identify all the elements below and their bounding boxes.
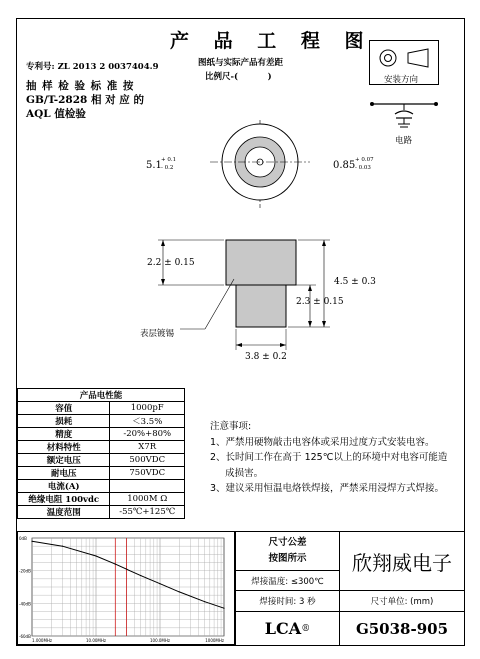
tolerance-line-2: 按图所示 bbox=[268, 553, 307, 564]
property-key: 材料特性 bbox=[18, 441, 110, 454]
property-value bbox=[110, 480, 185, 493]
company-name: 欣翔威电子 bbox=[339, 531, 465, 591]
data-point bbox=[31, 541, 32, 542]
install-direction-icon bbox=[370, 43, 440, 73]
note-item: 成损害。 bbox=[210, 467, 264, 479]
data-point bbox=[115, 564, 116, 565]
brand-cell bbox=[235, 611, 340, 646]
note-item: 2、长时间工作在高于 125℃以上的环境中对电容可能造 bbox=[210, 452, 448, 464]
y-tick-label: -20dB bbox=[19, 568, 31, 574]
hole-diameter-value: 0.85 bbox=[333, 160, 356, 171]
property-key: 绝缘电阻 100vdc bbox=[18, 493, 110, 506]
y-tick-label: -60dB bbox=[19, 634, 31, 639]
data-point bbox=[159, 583, 160, 584]
circuit-label: 电路 bbox=[395, 136, 413, 146]
solder-time: 焊接时间: 3 秒 bbox=[235, 590, 340, 612]
property-key: 耐电压 bbox=[18, 467, 110, 480]
note-item: 3、建议采用恒温电烙铁焊接，严禁采用浸焊方式焊接。 bbox=[210, 483, 445, 495]
aql-line-3: AQL 值检验 bbox=[26, 108, 86, 120]
data-point bbox=[204, 601, 205, 602]
part-number: G5038-905 bbox=[339, 611, 465, 646]
aql-line-1: 抽 样 检 验 标 准 按 bbox=[26, 80, 135, 92]
data-point bbox=[95, 555, 96, 556]
note-item: 1、严禁用硬物敲击电容体或采用过度方式安装电容。 bbox=[210, 436, 435, 448]
x-tick-label: 100.0MHz bbox=[149, 638, 171, 643]
attenuation-chart bbox=[18, 532, 234, 644]
property-value: 1000M Ω bbox=[110, 493, 185, 506]
properties-title: 产品电性能 bbox=[18, 389, 185, 402]
outer-diameter-value: 5.1 bbox=[146, 160, 162, 171]
table-row bbox=[18, 415, 185, 428]
y-tick-label: 0dB bbox=[19, 536, 27, 541]
data-point bbox=[140, 575, 141, 576]
property-key: 额定电压 bbox=[18, 454, 110, 467]
install-direction-box bbox=[369, 40, 439, 85]
x-tick-label: 1000MHz bbox=[205, 638, 224, 643]
page-title: 产 品 工 程 图 bbox=[170, 30, 373, 52]
y-tick-label: -40dB bbox=[19, 601, 31, 607]
table-row bbox=[18, 493, 185, 506]
stem-width-dim: 3.8 ± 0.2 bbox=[245, 352, 287, 362]
notes-heading: 注意事项: bbox=[210, 421, 252, 432]
property-value: ＜3.5% bbox=[110, 415, 185, 428]
hole-diameter-tol-dn: - 0.03 bbox=[355, 165, 371, 171]
property-key: 精度 bbox=[18, 428, 110, 441]
property-key: 容值 bbox=[18, 402, 110, 415]
hole-diameter-tol-up: + 0.07 bbox=[355, 157, 374, 163]
dimension-unit: 尺寸单位: (mm) bbox=[339, 590, 465, 612]
head-height-dim: 2.2 ± 0.15 bbox=[147, 258, 195, 268]
x-tick-label: 1.000MHz bbox=[32, 638, 53, 643]
table-row bbox=[18, 402, 185, 415]
property-value: -20%+80% bbox=[110, 428, 185, 441]
scale-label: 比例尺-( ) bbox=[205, 72, 272, 82]
property-value: -55℃+125℃ bbox=[110, 506, 185, 519]
property-value: X7R bbox=[110, 441, 185, 454]
table-row bbox=[18, 506, 185, 519]
drawing-note: 图纸与实际产品有差距 bbox=[198, 58, 284, 68]
total-height-dim: 4.5 ± 0.3 bbox=[334, 277, 376, 287]
property-value: 500VDC bbox=[110, 454, 185, 467]
outer-diameter-tol-up: + 0.1 bbox=[161, 157, 177, 163]
tolerance-cell bbox=[235, 531, 340, 571]
property-key: 损耗 bbox=[18, 415, 110, 428]
data-point bbox=[62, 546, 63, 547]
property-value: 750VDC bbox=[110, 467, 185, 480]
x-tick-label: 10.00MHz bbox=[85, 638, 107, 643]
property-value: 1000pF bbox=[110, 402, 185, 415]
data-point bbox=[223, 608, 224, 609]
attenuation-chart-panel bbox=[17, 531, 235, 645]
property-key: 电流(A) bbox=[18, 480, 110, 493]
table-row bbox=[18, 467, 185, 480]
data-point bbox=[179, 591, 180, 592]
aql-line-2: GB/T-2828 相 对 应 的 bbox=[26, 94, 144, 106]
tolerance-line-1: 尺寸公差 bbox=[268, 537, 307, 548]
registered-mark: ® bbox=[301, 623, 311, 634]
table-row bbox=[18, 441, 185, 454]
stem-height-dim: 2.3 ± 0.15 bbox=[296, 297, 344, 307]
patent-number: 专利号: ZL 2013 2 0037404.9 bbox=[26, 62, 159, 72]
install-direction-label: 安装方向 bbox=[384, 75, 419, 85]
electrical-properties-table bbox=[17, 388, 185, 519]
plating-label: 表层镀锡 bbox=[140, 329, 175, 339]
notes-block bbox=[210, 419, 447, 497]
table-row bbox=[18, 480, 185, 493]
outer-diameter-tol-dn: - 0.2 bbox=[161, 165, 174, 171]
solder-temperature: 焊接温度: ≤300℃ bbox=[235, 570, 340, 591]
table-row bbox=[18, 428, 185, 441]
brand-logo: LCA bbox=[264, 619, 302, 638]
table-row bbox=[18, 454, 185, 467]
property-key: 温度范围 bbox=[18, 506, 110, 519]
